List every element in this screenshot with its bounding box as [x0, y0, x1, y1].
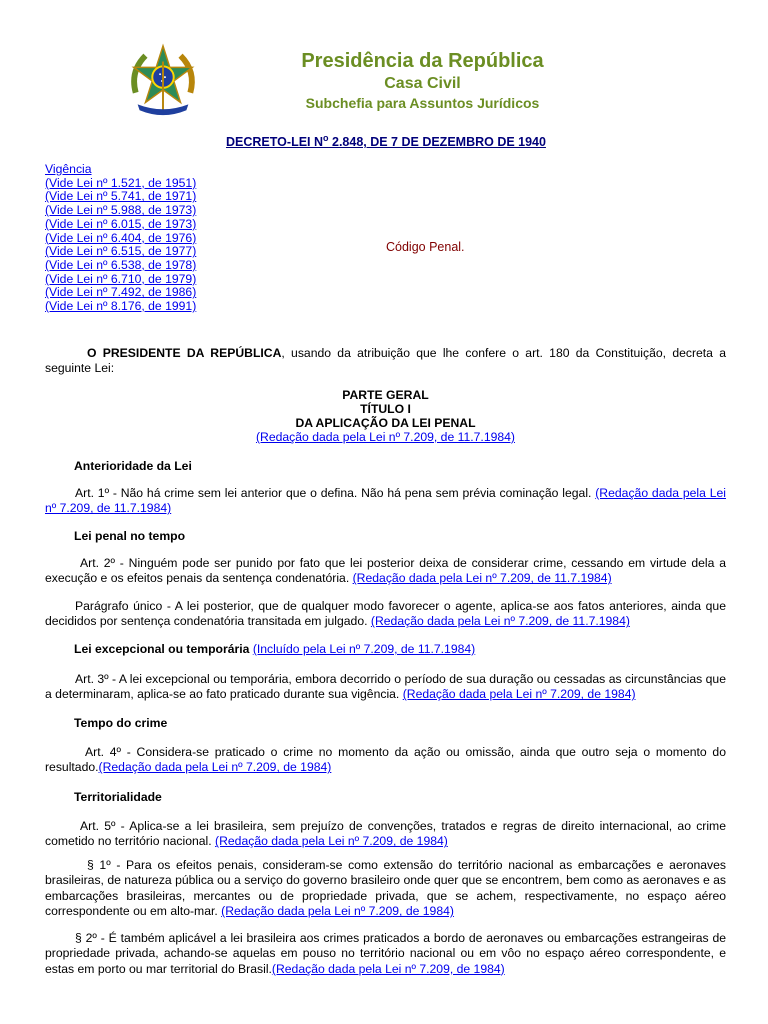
heading-lei-excepcional — [74, 642, 475, 656]
vigencia-link[interactable]: Vigência — [45, 162, 92, 176]
titulo-heading: TÍTULO I — [360, 402, 411, 416]
vide-link[interactable]: (Vide Lei nº 1.521, de 1951) — [45, 175, 197, 190]
art-5 — [45, 819, 726, 850]
vide-link[interactable]: (Vide Lei nº 5.741, de 1971) — [45, 189, 197, 204]
header-subtitle: Casa Civil — [384, 75, 461, 92]
redacao-link[interactable]: (Redação dada pela Lei nº 7.209, de 1984) — [402, 687, 636, 702]
vide-link[interactable]: (Vide Lei nº 5.988, de 1973) — [45, 203, 197, 218]
paragrafo-unico — [45, 599, 726, 630]
incluido-link[interactable]: (Incluído pela Lei nº 7.209, de 11.7.1984) — [252, 642, 476, 656]
decree-title-link[interactable]: DECRETO-LEI N$^o$ 2.848, DE 7 DE DEZEMBRO DE 1940 — [226, 133, 546, 150]
redacao-link[interactable]: (Redação dada pela Lei nº 7.209, de 1984) — [215, 834, 448, 849]
preamble — [45, 346, 726, 377]
redacao-link[interactable]: (Redação dada pela Lei nº 7.209, de 11.7.1984) — [255, 430, 515, 444]
art-4-text: Art. 4º - Considera-se praticado o crime no momento da ação ou omissão, ainda que outro seja o momento do resultado. — [45, 745, 726, 775]
heading-territorialidade: Territorialidade — [74, 790, 162, 804]
redacao-link[interactable]: (Redação dada pela Lei nº 7.209, de 1984) — [98, 760, 332, 775]
heading-lei-excepcional-text: Lei excepcional ou temporária — [74, 642, 250, 656]
redacao-link[interactable]: (Redação dada pela Lei nº 7.209, de 1984) — [221, 904, 454, 919]
decree-title — [220, 133, 552, 149]
page-header — [0, 0, 768, 130]
art-5-paragrafo-2-text: § 2º - É também aplicável a lei brasileira aos crimes praticados a bordo de aeronaves ou embarcações estrangeiras de propriedade privada, achando-se aquelas em pouso no território nacional ou em vôo no espaço aéreo correspondente, e estas em porto ou mar territorial do Brasil. — [45, 931, 726, 976]
preamble-bold: O PRESIDENTE DA REPÚBLICA — [87, 346, 282, 360]
header-title: Presidência da República — [301, 50, 544, 72]
heading-tempo-crime: Tempo do crime — [74, 716, 168, 730]
heading-lei-penal-tempo: Lei penal no tempo — [74, 529, 186, 543]
art-1-text: Art. 1º - Não há crime sem lei anterior que o defina. Não há pena sem prévia cominação legal. — [75, 486, 596, 500]
vide-link[interactable]: (Vide Lei nº 6.015, de 1973) — [45, 216, 197, 231]
vide-links-list — [45, 163, 196, 314]
header-department: Subchefia para Assuntos Jurídicos — [305, 95, 540, 111]
vide-link[interactable]: (Vide Lei nº 6.515, de 1977) — [45, 244, 197, 259]
heading-anterioridade: Anterioridade da Lei — [74, 459, 192, 473]
redacao-link[interactable]: (Redação dada pela Lei nº 7.209, de 11.7.1984) — [45, 486, 726, 516]
art-5-paragrafo-2 — [45, 931, 726, 977]
art-1 — [45, 486, 726, 517]
art-5-paragrafo-1-text: § 1º - Para os efeitos penais, consideram-se como extensão do território nacional as embarcações e aeronaves brasileiras, de natureza pública ou a serviço do governo brasileiro onde quer que se encontrem, bem como as aeronaves e as embarcações brasileiras, mercantes ou de propriedade privada, que se achem, respectivamente, no espaço aéreo correspondente ou em alto-mar. — [45, 858, 726, 919]
redacao-link[interactable]: (Redação dada pela Lei nº 7.209, de 1984) — [271, 961, 505, 976]
aplicacao-heading: DA APLICAÇÃO DA LEI PENAL — [295, 416, 476, 430]
parte-redacao — [45, 431, 726, 445]
redacao-link[interactable]: (Redação dada pela Lei nº 7.209, de 11.7.1984) — [352, 571, 612, 586]
art-5-paragrafo-1 — [45, 858, 726, 920]
vide-link[interactable]: (Vide Lei nº 6.710, de 1979) — [45, 271, 197, 286]
vide-link[interactable]: (Vide Lei nº 6.404, de 1976) — [45, 230, 197, 245]
vide-link[interactable]: (Vide Lei nº 8.176, de 1991) — [45, 299, 197, 314]
vide-link[interactable]: (Vide Lei nº 6.538, de 1978) — [45, 257, 197, 272]
paragrafo-unico-text: Parágrafo único - A lei posterior, que de qualquer modo favorecer o agente, aplica-se aos fatos anteriores, ainda que decididos por sentença condenatória transitada em julgado. — [45, 599, 726, 629]
coat-of-arms-icon — [124, 42, 202, 120]
preamble-text: , usando da atribuição que lhe confere o art. 180 da Constituição, decreta a seguinte Lei: — [45, 346, 727, 376]
art-4 — [45, 745, 726, 776]
art-3-text: Art. 3º - A lei excepcional ou temporária, embora decorrido o período de sua duração ou cessadas as circunstâncias que a determinaram, aplica-se ao fato praticado durante sua vigência. — [45, 672, 726, 702]
decree-subject: Código Penal. — [386, 240, 465, 254]
art-5-text: Art. 5º - Aplica-se a lei brasileira, sem prejuízo de convenções, tratados e regras de direito internacional, ao crime cometido no território nacional. — [45, 819, 726, 849]
art-2 — [45, 556, 726, 587]
parte-geral-heading: PARTE GERAL — [342, 388, 429, 402]
art-3 — [45, 672, 726, 703]
art-2-text: Art. 2º - Ninguém pode ser punido por fato que lei posterior deixa de considerar crime, cessando em virtude dela a execução e os efeitos penais da sentença condenatória. — [45, 556, 726, 586]
redacao-link[interactable]: (Redação dada pela Lei nº 7.209, de 11.7.1984) — [370, 614, 630, 629]
vide-link[interactable]: (Vide Lei nº 7.492, de 1986) — [45, 285, 197, 300]
